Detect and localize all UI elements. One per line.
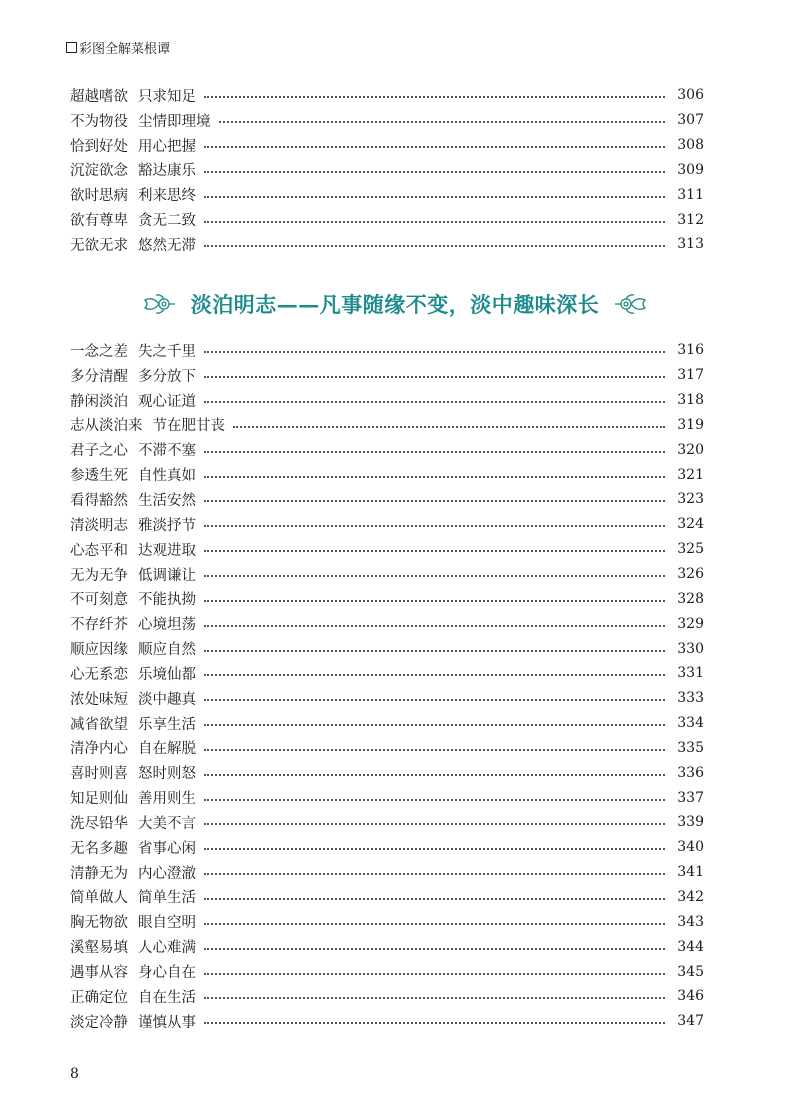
entry-page-number: 344: [677, 938, 704, 955]
dot-leader: [219, 121, 666, 123]
entry-page-number: 311: [677, 186, 704, 203]
entry-title-part2: 大美不言: [138, 815, 196, 832]
entry-title-part1: 胸无物欲: [70, 915, 128, 932]
page-number: 8: [70, 1066, 79, 1082]
entry-title-part2: 省事心闲: [138, 840, 196, 857]
dot-leader: [204, 799, 665, 801]
entry-title-part2: 身心自在: [138, 965, 196, 982]
entry-title-part2: 利来思终: [138, 188, 196, 205]
dot-leader: [204, 171, 665, 173]
entry-title-part1: 心态平和: [70, 542, 128, 559]
dot-leader: [204, 245, 665, 247]
entry-title-part1: 君子之心: [70, 443, 128, 460]
entry-page-number: 316: [677, 342, 704, 359]
entry-title-part1: 减省欲望: [70, 716, 128, 733]
toc-entry[interactable]: [70, 611, 704, 636]
dot-leader: [204, 749, 665, 751]
toc-entry[interactable]: [70, 934, 704, 959]
toc-entry[interactable]: [70, 133, 704, 158]
toc-entry[interactable]: [70, 363, 704, 388]
entry-title-part1: 清净内心: [70, 741, 128, 758]
entry-page-number: 308: [677, 137, 704, 154]
entry-title-part2: 顺应自然: [138, 642, 196, 659]
dot-leader: [204, 650, 665, 652]
toc-entry[interactable]: [70, 810, 704, 835]
entry-title-part1: 不可刻意: [70, 592, 128, 609]
toc-entry[interactable]: [70, 207, 704, 232]
toc-entry[interactable]: [70, 437, 704, 462]
entry-page-number: 346: [677, 988, 704, 1005]
toc-entry[interactable]: [70, 182, 704, 207]
toc-entry[interactable]: [70, 158, 704, 183]
entry-page-number: 340: [677, 839, 704, 856]
toc-entry[interactable]: [70, 885, 704, 910]
section-title: 淡泊明志——凡事随缘不变，淡中趣味深长: [190, 292, 600, 317]
dot-leader: [204, 575, 665, 577]
entry-title-part2: 悠然无滞: [138, 237, 196, 254]
toc-entry[interactable]: [70, 388, 704, 413]
dot-leader: [204, 600, 665, 602]
toc-entry[interactable]: [70, 711, 704, 736]
entry-title-part1: 无为无争: [70, 567, 128, 584]
entry-page-number: 319: [677, 416, 704, 433]
entry-title-part2: 尘情即理境: [138, 113, 211, 130]
dot-leader: [204, 500, 665, 502]
dot-leader: [204, 351, 665, 353]
entry-title-part1: 浓处味短: [70, 691, 128, 708]
entry-title-part1: 心无系恋: [70, 666, 128, 683]
toc-entry[interactable]: [70, 909, 704, 934]
toc-entry[interactable]: [70, 562, 704, 587]
entry-title-part2: 生活安然: [138, 492, 196, 509]
dot-leader: [204, 476, 665, 478]
entry-title-part1: 恰到好处: [70, 138, 128, 155]
toc-section-list: [70, 338, 704, 1034]
entry-title-part1: 沉淀欲念: [70, 163, 128, 180]
dot-leader: [204, 96, 665, 98]
running-header: [66, 38, 170, 57]
entry-title-part1: 正确定位: [70, 989, 128, 1006]
entry-title-part2: 不能执拗: [138, 592, 196, 609]
entry-title-part1: 简单做人: [70, 890, 128, 907]
toc-entry[interactable]: [70, 1009, 704, 1034]
toc-entry[interactable]: [70, 108, 704, 133]
entry-title-part2: 眼自空明: [138, 915, 196, 932]
dot-leader: [204, 898, 665, 900]
entry-title-part1: 喜时则喜: [70, 766, 128, 783]
dot-leader: [204, 525, 665, 527]
entry-title-part1: 清淡明志: [70, 517, 128, 534]
entry-page-number: 320: [677, 441, 704, 458]
dot-leader: [204, 948, 665, 950]
entry-page-number: 334: [677, 715, 704, 732]
entry-title-part1: 无欲无求: [70, 237, 128, 254]
section-heading: [130, 286, 660, 322]
toc-entry[interactable]: [70, 462, 704, 487]
entry-page-number: 333: [677, 690, 704, 707]
entry-title-part1: 参透生死: [70, 468, 128, 485]
entry-page-number: 325: [677, 541, 704, 558]
entry-page-number: 342: [677, 888, 704, 905]
entry-title-part2: 怒时则怒: [138, 766, 196, 783]
entry-title-part1: 无名多趣: [70, 840, 128, 857]
entry-title-part2: 不滞不塞: [138, 443, 196, 460]
entry-page-number: 309: [677, 161, 704, 178]
entry-title-part1: 不存纤芥: [70, 617, 128, 634]
toc-entry[interactable]: [70, 487, 704, 512]
header-box-icon: [66, 42, 77, 53]
header-title: 彩图全解菜根谭: [79, 42, 171, 57]
entry-title-part2: 节在肥甘丧: [152, 418, 225, 435]
entry-title-part2: 淡中趣真: [138, 691, 196, 708]
entry-page-number: 317: [677, 367, 704, 384]
entry-title-part1: 溪壑易填: [70, 940, 128, 957]
toc-entry[interactable]: [70, 785, 704, 810]
dot-leader: [204, 997, 665, 999]
toc-entry[interactable]: [70, 537, 704, 562]
entry-title-part1: 遇事从容: [70, 965, 128, 982]
entry-title-part2: 乐享生活: [138, 716, 196, 733]
toc-entry[interactable]: [70, 636, 704, 661]
dot-leader: [204, 376, 665, 378]
entry-page-number: 326: [677, 566, 704, 583]
dot-leader: [204, 625, 665, 627]
entry-page-number: 331: [677, 665, 704, 682]
entry-title-part2: 豁达康乐: [138, 163, 196, 180]
dot-leader: [204, 221, 665, 223]
dot-leader: [204, 451, 665, 453]
entry-title-part1: 欲时思病: [70, 188, 128, 205]
entry-title-part2: 内心澄澈: [138, 865, 196, 882]
entry-title-part1: 志从淡泊来: [70, 418, 143, 435]
entry-title-part2: 只求知足: [138, 88, 196, 105]
toc-entry[interactable]: [70, 232, 704, 257]
dot-leader: [204, 823, 665, 825]
entry-page-number: 328: [677, 590, 704, 607]
entry-title-part2: 低调谦让: [138, 567, 196, 584]
entry-page-number: 312: [677, 211, 704, 228]
toc-entry[interactable]: [70, 686, 704, 711]
toc-entry[interactable]: [70, 413, 704, 438]
entry-page-number: 335: [677, 739, 704, 756]
entry-title-part2: 自在解脱: [138, 741, 196, 758]
entry-page-number: 329: [677, 615, 704, 632]
entry-page-number: 341: [677, 864, 704, 881]
dot-leader: [204, 724, 665, 726]
dot-leader: [204, 401, 665, 403]
entry-page-number: 336: [677, 764, 704, 781]
entry-title-part1: 看得豁然: [70, 492, 128, 509]
entry-title-part1: 多分清醒: [70, 368, 128, 385]
entry-title-part2: 心境坦荡: [138, 617, 196, 634]
entry-page-number: 318: [677, 392, 704, 409]
entry-title-part1: 知足则仙: [70, 791, 128, 808]
entry-title-part2: 多分放下: [138, 368, 196, 385]
toc-entry[interactable]: [70, 83, 704, 108]
entry-title-part1: 一念之差: [70, 343, 128, 360]
dot-leader: [204, 550, 665, 552]
entry-title-part2: 贪无二致: [138, 213, 196, 230]
entry-title-part2: 人心难满: [138, 940, 196, 957]
toc-entry[interactable]: [70, 860, 704, 885]
dot-leader: [204, 973, 665, 975]
dot-leader: [204, 873, 665, 875]
entry-page-number: 313: [677, 236, 704, 253]
toc-entry[interactable]: [70, 586, 704, 611]
entry-page-number: 337: [677, 789, 704, 806]
entry-page-number: 345: [677, 963, 704, 980]
dot-leader: [204, 196, 665, 198]
right-ornament-icon: [613, 292, 651, 316]
entry-title-part1: 欲有尊卑: [70, 213, 128, 230]
toc-entry[interactable]: [70, 760, 704, 785]
toc-entry[interactable]: [70, 959, 704, 984]
dot-leader: [204, 923, 665, 925]
entry-title-part2: 雅淡抒节: [138, 517, 196, 534]
entry-page-number: 347: [677, 1013, 704, 1030]
entry-title-part2: 自在生活: [138, 989, 196, 1006]
entry-page-number: 324: [677, 516, 704, 533]
entry-title-part1: 洗尽铅华: [70, 815, 128, 832]
dot-leader: [204, 848, 665, 850]
entry-title-part2: 用心把握: [138, 138, 196, 155]
toc-entry[interactable]: [70, 338, 704, 363]
entry-title-part2: 观心证道: [138, 393, 196, 410]
entry-page-number: 339: [677, 814, 704, 831]
dot-leader: [233, 426, 665, 428]
entry-title-part1: 顺应因缘: [70, 642, 128, 659]
entry-title-part2: 乐境仙都: [138, 666, 196, 683]
entry-title-part2: 自性真如: [138, 468, 196, 485]
entry-title-part1: 超越嗜欲: [70, 88, 128, 105]
entry-title-part2: 达观进取: [138, 542, 196, 559]
toc-entry[interactable]: [70, 661, 704, 686]
entry-page-number: 306: [677, 87, 704, 104]
toc-entry[interactable]: [70, 835, 704, 860]
entry-title-part1: 不为物役: [70, 113, 128, 130]
entry-page-number: 323: [677, 491, 704, 508]
entry-page-number: 321: [677, 466, 704, 483]
entry-title-part2: 简单生活: [138, 890, 196, 907]
left-ornament-icon: [139, 292, 177, 316]
dot-leader: [204, 146, 665, 148]
entry-title-part1: 清静无为: [70, 865, 128, 882]
entry-title-part2: 善用则生: [138, 791, 196, 808]
toc-entry[interactable]: [70, 512, 704, 537]
entry-page-number: 343: [677, 913, 704, 930]
dot-leader: [204, 699, 665, 701]
toc-entry[interactable]: [70, 736, 704, 761]
dot-leader: [204, 774, 665, 776]
entry-title-part1: 淡定冷静: [70, 1014, 128, 1031]
entry-title-part1: 静闲淡泊: [70, 393, 128, 410]
entry-title-part2: 谨慎从事: [138, 1014, 196, 1031]
dot-leader: [204, 674, 665, 676]
entry-title-part2: 失之千里: [138, 343, 196, 360]
toc-top-list: [70, 83, 704, 257]
entry-page-number: 330: [677, 640, 704, 657]
entry-page-number: 307: [677, 112, 704, 129]
toc-entry[interactable]: [70, 984, 704, 1009]
dot-leader: [204, 1022, 665, 1024]
